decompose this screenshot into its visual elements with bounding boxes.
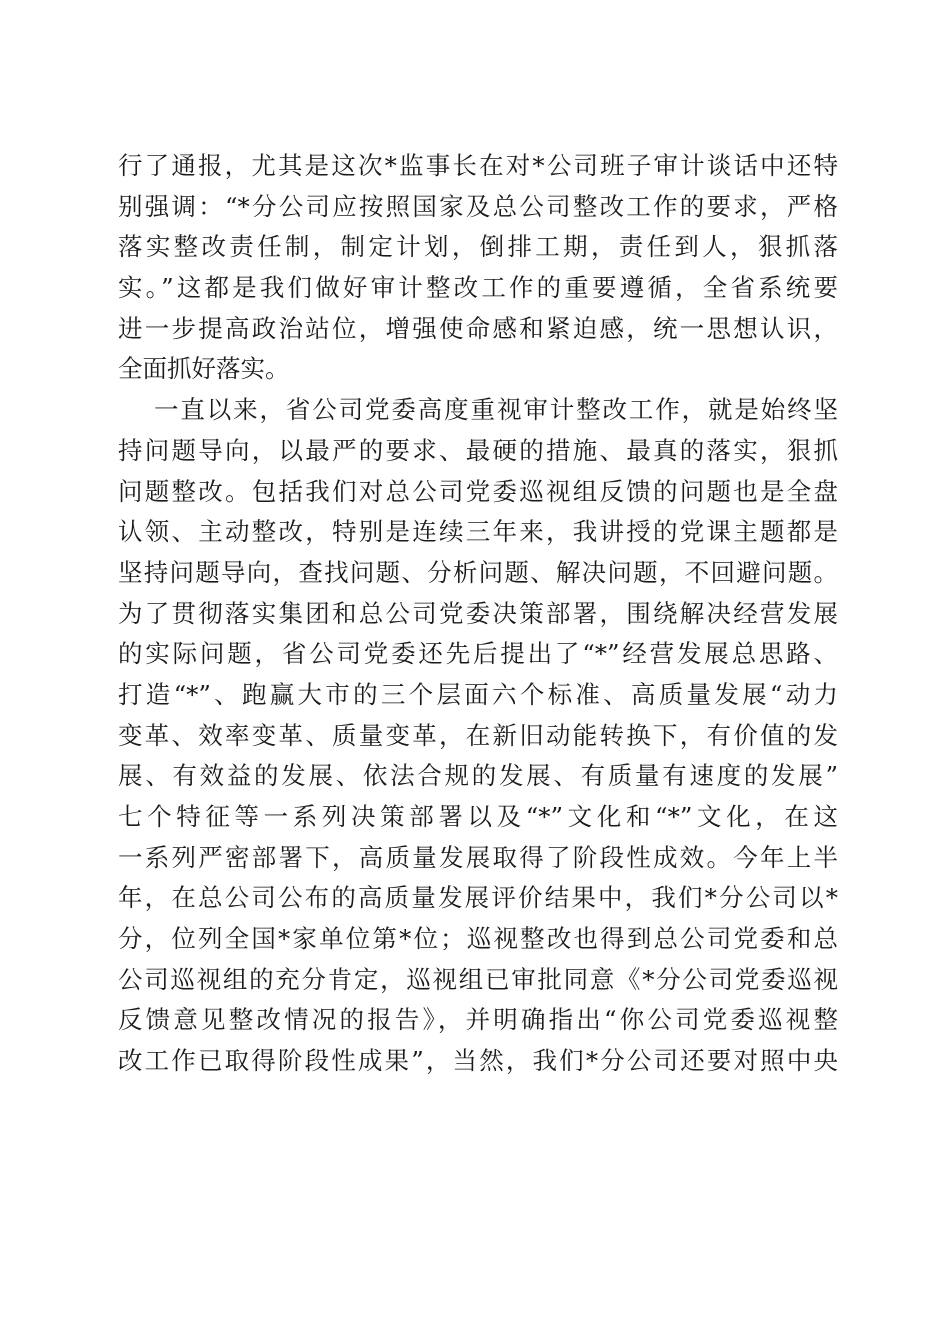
text-line: 公司巡视组的充分肯定，巡视组已审批同意《*分公司党委巡视: [118, 964, 838, 994]
text-line: 问题整改。包括我们对总公司党委巡视组反馈的问题也是全盘: [118, 476, 838, 506]
text-line: 全面抓好落实。: [118, 354, 290, 384]
text-line: 的实际问题，省公司党委还先后提出了“*”经营发展总思路、: [118, 639, 838, 669]
text-line: 打造“*”、跑赢大市的三个层面六个标准、高质量发展“动力: [118, 679, 838, 709]
text-line: 进一步提高政治站位，增强使命感和紧迫感，统一思想认识，: [118, 313, 838, 343]
paragraph-first-line: 一直以来，省公司党委高度重视审计整改工作，就是始终坚: [154, 395, 838, 425]
text-line: 为了贯彻落实集团和总公司党委决策部署，围绕解决经营发展: [118, 598, 838, 628]
text-line: 展、有效益的发展、依法合规的发展、有质量有速度的发展”: [118, 761, 838, 791]
text-line: 落实整改责任制，制定计划，倒排工期，责任到人，狠抓落: [118, 232, 838, 262]
text-line: 七个特征等一系列决策部署以及“*”文化和“*”文化，在这: [118, 802, 838, 831]
text-line: 实。”这都是我们做好审计整改工作的重要遵循，全省系统要: [118, 273, 838, 303]
text-line: 持问题导向，以最严的要求、最硬的措施、最真的落实，狠抓: [118, 435, 838, 465]
text-line: 反馈意见整改情况的报告》，并明确指出“你公司党委巡视整: [118, 1005, 838, 1035]
text-line: 行了通报，尤其是这次*监事长在对*公司班子审计谈话中还特: [118, 151, 838, 180]
text-line: 分，位列全国*家单位第*位；巡视整改也得到总公司党委和总: [118, 924, 838, 954]
text-line: 改工作已取得阶段性成果”，当然，我们*分公司还要对照中央: [118, 1046, 838, 1076]
text-line: 坚持问题导向，查找问题、分析问题、解决问题，不回避问题。: [118, 557, 838, 587]
text-line: 年，在总公司公布的高质量发展评价结果中，我们*分公司以*: [118, 883, 838, 913]
document-body: [118, 146, 838, 1082]
text-line: 一系列严密部署下，高质量发展取得了阶段性成效。今年上半: [118, 842, 838, 872]
text-line: 别强调：“*分公司应按照国家及总公司整改工作的要求，严格: [118, 191, 838, 221]
text-line: 认领、主动整改，特别是连续三年来，我讲授的党课主题都是: [118, 517, 838, 547]
text-line: 变革、效率变革、质量变革，在新旧动能转换下，有价值的发: [118, 720, 838, 750]
